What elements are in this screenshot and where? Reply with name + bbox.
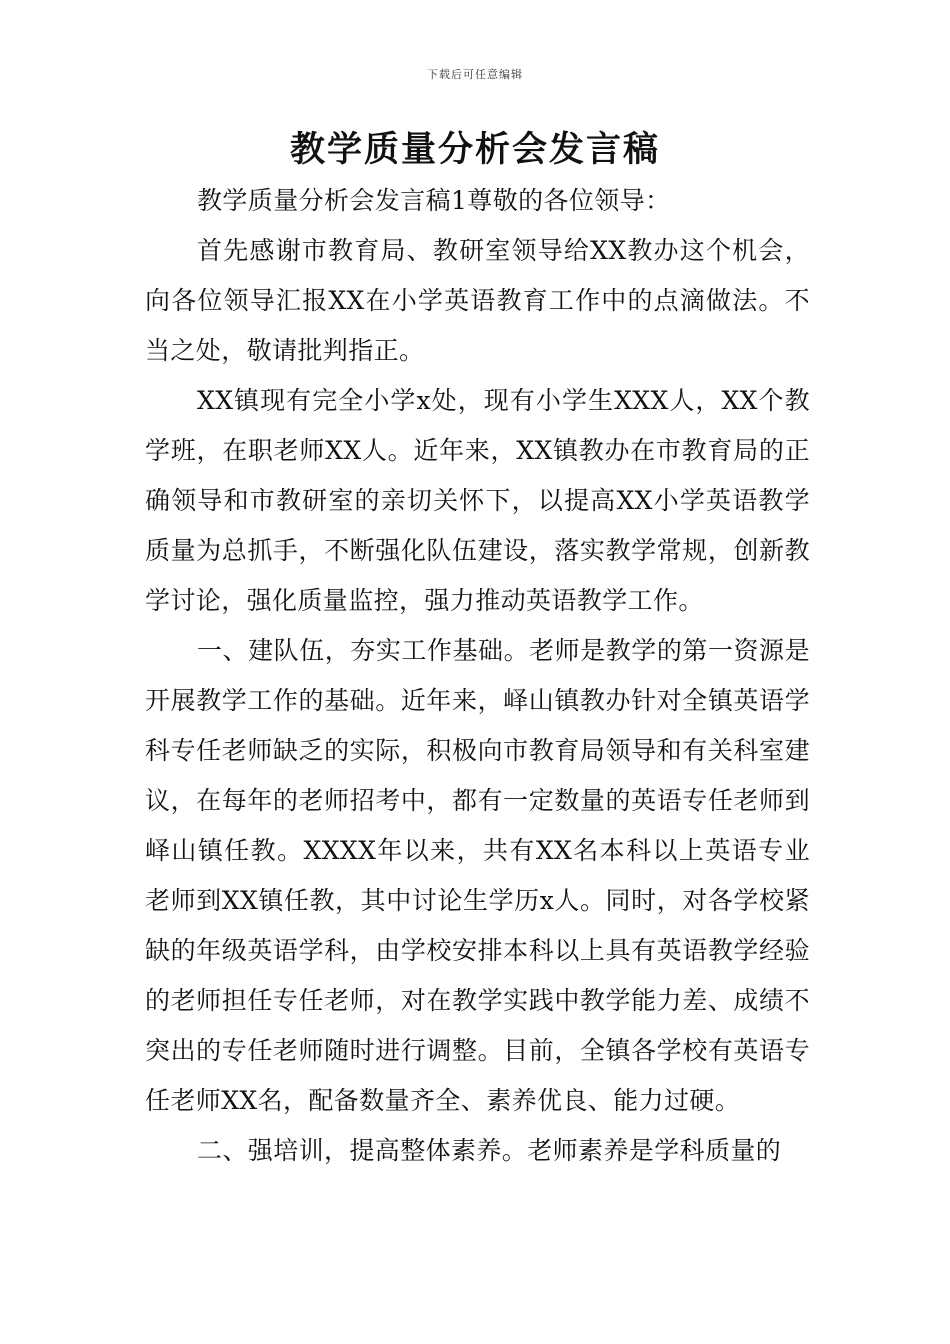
paragraph: 二、强培训，提高整体素养。老师素养是学科质量的 xyxy=(197,1136,782,1165)
paragraph: 一、建队伍，夯实工作基础。老师是教学的第一资源是开展教学工作的基础。近年来，峄山镇教办针对全镇英语学科专任老师缺乏的实际，积极向市教育局领导和有关科室建议，在每年的老师招考中，都有一定数量的英语专任老师到峄山镇任教。XXXX年以来，共有XX名本科以上英语专业老师到XX镇任教，其中讨论生学历x人。同时，对各学校紧缺的年级英语学科，由学校安排本科以上具有英语教学经验的老师担任专任老师，对在教学实践中教学能力差、成绩不突出的专任老师随时进行调整。目前，全镇各学校有英语专任老师XX名，配备数量齐全、素养优良、能力过硬。 xyxy=(145,636,810,1115)
paragraph: XX镇现有完全小学x处，现有小学生XXX人，XX个教学班，在职老师XX人。近年来，XX镇教办在市教育局的正确领导和市教研室的亲切关怀下，以提高XX小学英语教学质量为总抓手，不断强化队伍建设，落实教学常规，创新教学讨论，强化质量监控，强力推动英语教学工作。 xyxy=(145,386,810,615)
document-title: 教学质量分析会发言稿 xyxy=(289,129,660,170)
document-body xyxy=(145,176,810,1176)
paragraph: 首先感谢市教育局、教研室领导给XX教办这个机会，向各位领导汇报XX在小学英语教育工作中的点滴做法。不当之处，敬请批判指正。 xyxy=(145,236,810,365)
header-note: 下载后可任意编辑 xyxy=(427,68,523,81)
paragraph: 教学质量分析会发言稿1尊敬的各位领导： xyxy=(197,186,671,215)
